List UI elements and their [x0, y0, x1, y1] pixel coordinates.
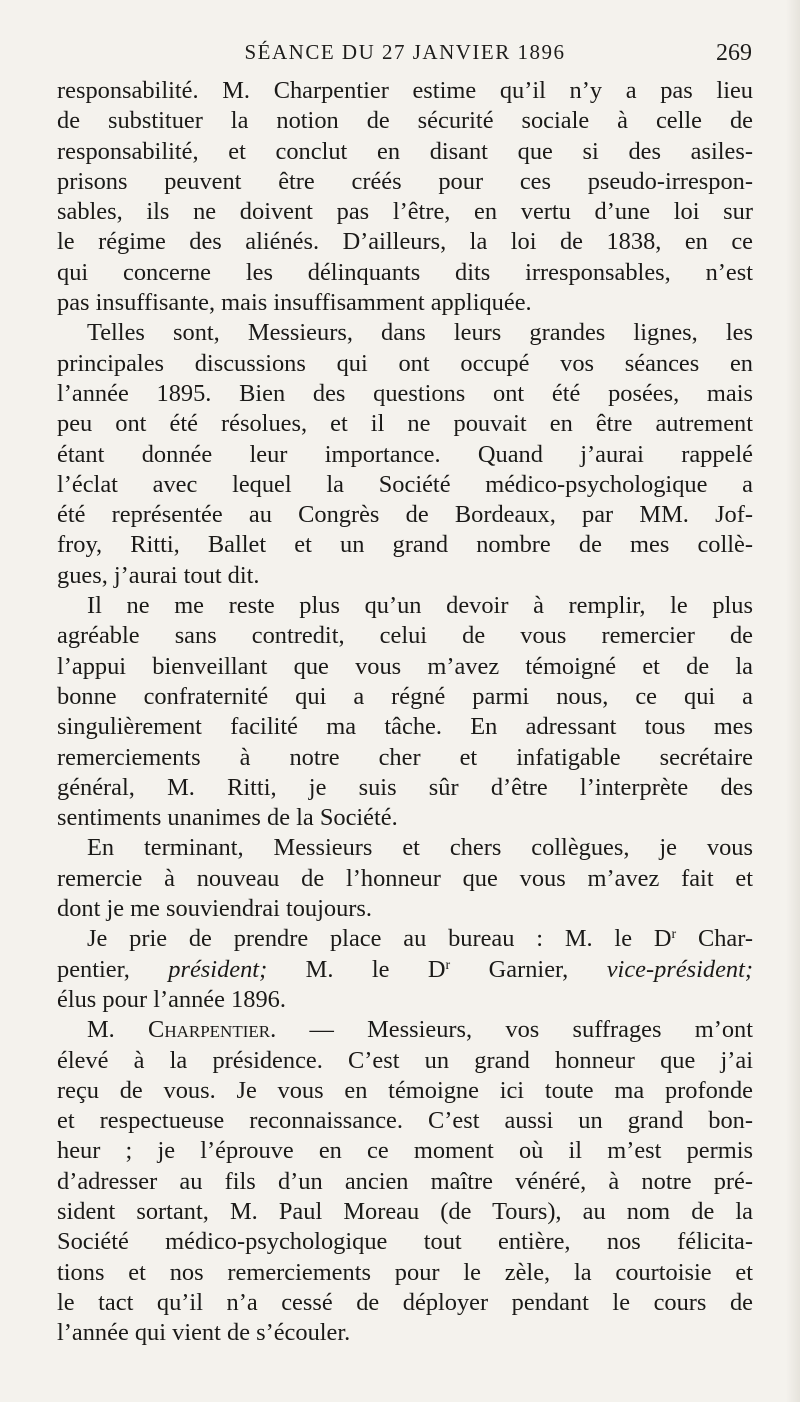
- text-line: l’éclat avec lequel la Société médico-psychologique a: [57, 470, 753, 498]
- text-line: singulièrement facilité ma tâche. En adressant tous mes: [57, 713, 753, 741]
- text-line: peu ont été résolues, et il ne pouvait en être autrement: [57, 410, 753, 438]
- election-line-2: pentier, président; M. le $D^r$ Garnier, vice-président;: [57, 955, 753, 983]
- role-president: président;: [168, 955, 268, 983]
- text-line: En terminant, Messieurs et chers collègues, je vous: [87, 834, 753, 862]
- text-line: bonne confraternité qui a régné parmi nous, ce qui a: [57, 682, 753, 710]
- running-header: [60, 40, 750, 76]
- text-line: dont je me souviendrai toujours.: [57, 895, 372, 923]
- text-line: général, M. Ritti, je suis sûr d’être l’interprète des: [57, 773, 753, 801]
- text-line: le tact qu’il n’a cessé de déployer pendant le cours de: [57, 1288, 753, 1316]
- text-line: étant donnée leur importance. Quand j’aurai rappelé: [57, 440, 753, 468]
- text-line: froy, Ritti, Ballet et un grand nombre de mes collè-: [57, 531, 753, 559]
- body-lines: [57, 76, 753, 924]
- text-line: Il ne me reste plus qu’un devoir à remplir, le plus: [87, 592, 753, 620]
- speech-first-line: M. Charpentier. — Messieurs, vos suffrages m’ont: [87, 1016, 754, 1044]
- text-line: responsabilité, et conclut en disant que si des asiles-: [57, 137, 753, 165]
- text-line: agréable sans contredit, celui de vous remercier de: [57, 622, 753, 650]
- text-line: d’adresser au fils d’un ancien maître vénéré, à notre pré-: [57, 1167, 753, 1195]
- running-title: SÉANCE DU 27 JANVIER 1896: [244, 40, 566, 64]
- text-line: l’appui bienveillant que vous m’avez témoigné et de la: [57, 652, 753, 680]
- page-number: 269: [716, 40, 752, 66]
- text-line: prisons peuvent être créés pour ces pseudo-irrespon-: [57, 167, 753, 195]
- text-line: pas insuffisante, mais insuffisamment appliquée.: [57, 289, 532, 317]
- text-line: de substituer la notion de sécurité sociale à celle de: [57, 107, 753, 135]
- election-line-1: Je prie de prendre place au bureau : M. le $D^r$ Char-: [87, 925, 753, 953]
- text-line: élevé à la présidence. C’est un grand honneur que j’ai: [57, 1046, 753, 1074]
- text-line: responsabilité. M. Charpentier estime qu’il n’y a pas lieu: [57, 77, 753, 104]
- text-line: reçu de vous. Je vous en témoigne ici toute ma profonde: [57, 1076, 753, 1104]
- election-line-3: élus pour l’année 1896.: [57, 985, 286, 1013]
- text-line: remerciements à notre cher et infatigable secrétaire: [57, 743, 753, 771]
- text-line: Société médico-psychologique tout entière, nos félicita-: [57, 1228, 753, 1256]
- text-line: gues, j’aurai tout dit.: [57, 561, 260, 589]
- text-line: sident sortant, M. Paul Moreau (de Tours), au nom de la: [57, 1197, 753, 1225]
- text-line: sentiments unanimes de la Société.: [57, 804, 398, 832]
- speech-lines: [57, 1046, 753, 1349]
- text-line: et respectueuse reconnaissance. C’est aussi un grand bon-: [57, 1107, 753, 1135]
- text-line: l’année qui vient de s’écouler.: [57, 1319, 351, 1347]
- page-edge-shadow: [786, 0, 800, 1402]
- text-line: l’année 1895. Bien des questions ont été posées, mais: [57, 379, 753, 407]
- text-line: remercie à nouveau de l’honneur que vous m’avez fait et: [57, 864, 753, 892]
- text-line: qui concerne les délinquants dits irresponsables, n’est: [57, 258, 753, 286]
- text-line: sables, ils ne doivent pas l’être, en vertu d’une loi sur: [57, 198, 753, 226]
- text-line: heur ; je l’éprouve en ce moment où il m’est permis: [57, 1137, 753, 1165]
- body-text: [57, 76, 753, 1348]
- text-line: été représentée au Congrès de Bordeaux, par MM. Jof-: [57, 501, 753, 529]
- text-line: tions et nos remerciements pour le zèle, la courtoisie et: [57, 1258, 753, 1286]
- text-line: principales discussions qui ont occupé vos séances en: [57, 349, 753, 377]
- speaker-name: M. Charpentier.: [87, 1016, 277, 1044]
- text-line: le régime des aliénés. D’ailleurs, la loi de 1838, en ce: [57, 228, 753, 256]
- role-vice-president: vice-président;: [606, 955, 753, 983]
- text-line: Telles sont, Messieurs, dans leurs grandes lignes, les: [87, 319, 753, 347]
